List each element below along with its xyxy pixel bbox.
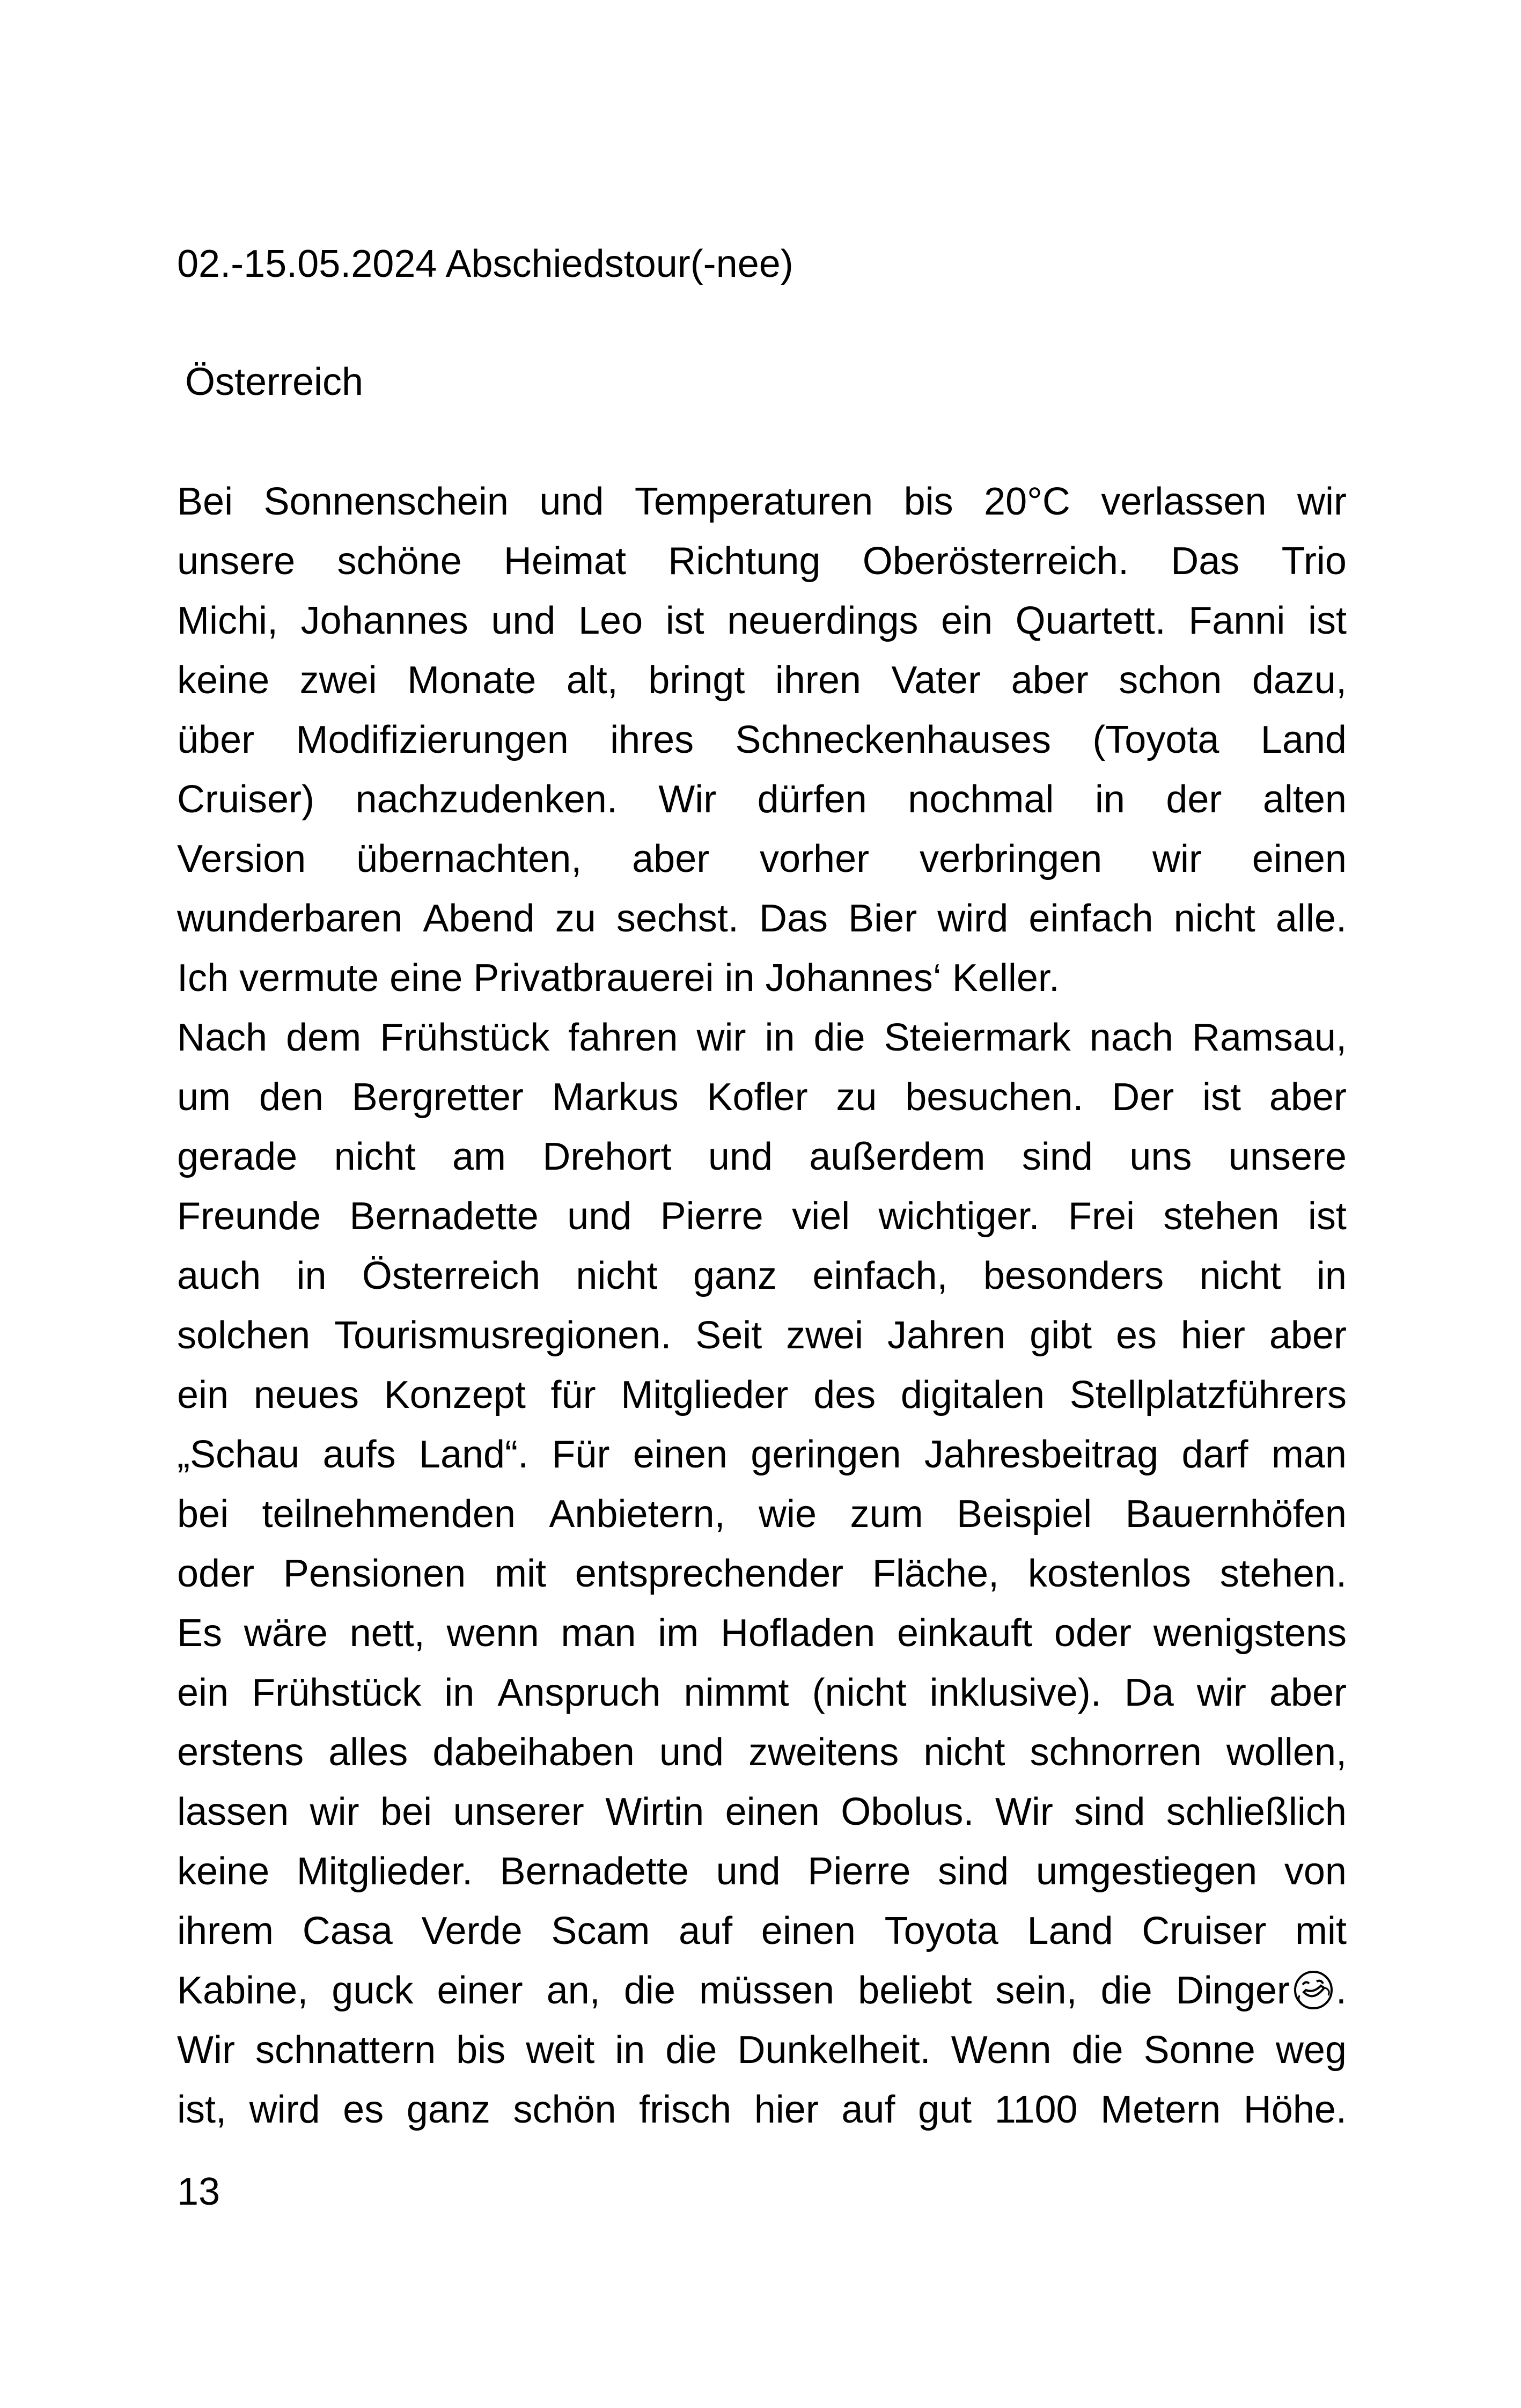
text-line — [177, 1544, 1347, 1604]
word: (nicht — [812, 1671, 907, 1714]
word: wir — [1196, 1671, 1246, 1714]
word: unsere — [177, 540, 296, 583]
word: 20°C — [984, 480, 1070, 523]
word: zweitens — [748, 1731, 899, 1774]
word: ein — [941, 599, 993, 642]
word: und — [659, 1731, 724, 1774]
word: sind — [1022, 1135, 1093, 1178]
word: dazu, — [1252, 659, 1347, 702]
word: darf — [1181, 1433, 1248, 1476]
word: nochmal — [908, 778, 1054, 821]
word: Freunde — [177, 1195, 321, 1238]
word: keine — [177, 659, 270, 702]
word: wir — [696, 1016, 746, 1059]
word: digitalen — [900, 1374, 1045, 1416]
word: bis — [903, 480, 953, 523]
word: 1100 — [994, 2088, 1078, 2131]
word: nach — [1089, 1016, 1173, 1059]
word: zu — [836, 1076, 877, 1119]
text-line — [177, 1008, 1347, 1068]
word: Es — [177, 1612, 223, 1655]
word: es — [1116, 1314, 1157, 1357]
word: gibt — [1030, 1314, 1092, 1357]
word: in — [1316, 1254, 1347, 1297]
word: einfach — [1028, 897, 1153, 940]
word: einen — [761, 1910, 856, 1952]
word: ganz — [693, 1254, 777, 1297]
word: Bernadette — [349, 1195, 539, 1238]
word: Beispiel — [957, 1493, 1092, 1536]
line-text: Ich vermute eine Privatbrauerei in Johannes‘ Keller. — [177, 957, 1060, 1000]
word: Bernadette — [499, 1850, 689, 1893]
word: Version — [177, 838, 306, 880]
text-line — [177, 1782, 1347, 1842]
word: Dinger . — [1175, 1969, 1347, 2012]
word: in — [1094, 778, 1125, 821]
text-line — [177, 2021, 1347, 2080]
word: Bier — [848, 897, 917, 940]
word: oder — [1054, 1612, 1132, 1655]
word: Trio — [1281, 540, 1347, 583]
word: weg — [1275, 2029, 1347, 2072]
word: Pierre — [807, 1850, 911, 1893]
word: gut — [918, 2088, 972, 2131]
word: hier — [1180, 1314, 1245, 1357]
word: frisch — [639, 2088, 732, 2131]
word: ein — [177, 1671, 229, 1714]
word: Seit — [695, 1314, 762, 1357]
word: Das — [759, 897, 828, 940]
word: aber — [632, 838, 710, 880]
word: wollen, — [1226, 1731, 1347, 1774]
word: Jahren — [887, 1314, 1006, 1357]
word: Wir — [658, 778, 717, 821]
word: gerade — [177, 1135, 298, 1178]
word: alles — [328, 1731, 408, 1774]
chapter-heading: 02.-15.05.2024 Abschiedstour(-nee) — [177, 243, 793, 285]
text-line — [177, 1723, 1347, 1782]
word: aber — [1269, 1314, 1347, 1357]
word: Höhe. — [1243, 2088, 1347, 2131]
laughing-face-icon — [1292, 1969, 1335, 2011]
word: nett, — [349, 1612, 425, 1655]
word: Mitglieder. — [296, 1850, 473, 1893]
word: mit — [1295, 1910, 1347, 1952]
word: sind — [1074, 1790, 1145, 1833]
word: auch — [177, 1254, 261, 1297]
word: lassen — [177, 1790, 289, 1833]
word: einen — [725, 1790, 820, 1833]
word: sind — [938, 1850, 1009, 1893]
word: besonders — [983, 1254, 1164, 1297]
word: der — [1166, 778, 1222, 821]
word: Kofler — [707, 1076, 808, 1119]
text-line — [177, 770, 1347, 829]
word: Da — [1124, 1671, 1174, 1714]
word: Land“. — [418, 1433, 529, 1476]
word: Österreich — [362, 1254, 540, 1297]
word: unsere — [1228, 1135, 1347, 1178]
word: schön — [513, 2088, 616, 2131]
word: Richtung — [668, 540, 821, 583]
text-line — [177, 1663, 1347, 1723]
word: wir — [310, 1790, 359, 1833]
word: alle. — [1275, 897, 1347, 940]
text-line — [177, 949, 1347, 1008]
word: in — [296, 1254, 327, 1297]
word: bringt — [648, 659, 745, 702]
word: nicht — [576, 1254, 658, 1297]
word: hier — [754, 2088, 819, 2131]
word: wir — [1297, 480, 1347, 523]
word: Bauernhöfen — [1125, 1493, 1347, 1536]
word: Cruiser — [1142, 1910, 1267, 1952]
word: nicht — [1199, 1254, 1281, 1297]
word: Mitglieder — [621, 1374, 789, 1416]
word: an, — [546, 1969, 600, 2012]
word: müssen — [699, 1969, 835, 2012]
word: um — [177, 1076, 231, 1119]
word: einen — [1252, 838, 1347, 880]
word: nicht — [334, 1135, 416, 1178]
word: weit — [526, 2029, 595, 2072]
word: guck — [332, 1969, 414, 2012]
word: Oberösterreich. — [862, 540, 1129, 583]
word: ganz — [406, 2088, 490, 2131]
word: inklusive). — [929, 1671, 1101, 1714]
word: solchen — [177, 1314, 311, 1357]
word: bis — [456, 2029, 506, 2072]
punctuation: . — [1335, 1969, 1347, 2012]
word: die — [813, 1016, 865, 1059]
word: die — [1071, 2029, 1123, 2072]
word: einfach, — [812, 1254, 948, 1297]
word: ist, — [177, 2088, 227, 2131]
word: vorher — [760, 838, 870, 880]
text-line — [177, 2080, 1347, 2140]
word: Pensionen — [283, 1552, 466, 1595]
word: nachzudenken. — [355, 778, 618, 821]
word: zwei — [786, 1314, 864, 1357]
word: schnattern — [255, 2029, 436, 2072]
word: Frei — [1068, 1195, 1135, 1238]
word: man — [561, 1612, 636, 1655]
word: einen — [633, 1433, 728, 1476]
word: Casa — [302, 1910, 393, 1952]
word: außerdem — [809, 1135, 986, 1178]
word: Land — [1027, 1910, 1113, 1952]
word: Markus — [552, 1076, 679, 1119]
word: einer — [437, 1969, 523, 2012]
word: Land — [1260, 718, 1347, 761]
text-line — [177, 1604, 1347, 1663]
word: Der — [1112, 1076, 1174, 1119]
word: Kabine, — [177, 1969, 308, 2012]
section-subtitle: Österreich — [185, 361, 364, 403]
word: Jahresbeitrag — [924, 1433, 1159, 1476]
word: Anspruch — [497, 1671, 661, 1714]
word: neues — [253, 1374, 359, 1416]
word: Heimat — [503, 540, 626, 583]
word: Konzept — [384, 1374, 526, 1416]
word: übernachten, — [356, 838, 582, 880]
text-line — [177, 1306, 1347, 1365]
word: in — [615, 2029, 645, 2072]
word: sein, — [995, 1969, 1077, 2012]
word: ein — [177, 1374, 229, 1416]
word: schließlich — [1166, 1790, 1347, 1833]
word: neuerdings — [727, 599, 919, 642]
word: über — [177, 718, 255, 761]
word: Johannes — [300, 599, 468, 642]
text-line — [177, 889, 1347, 949]
word: Fläche, — [872, 1552, 1000, 1595]
word: stehen — [1163, 1195, 1280, 1238]
word: Verde — [421, 1910, 523, 1952]
word: Wir — [177, 2029, 235, 2072]
word: Frühstück — [252, 1671, 422, 1714]
word: (Toyota — [1092, 718, 1219, 761]
word: im — [658, 1612, 699, 1655]
word: sechst. — [616, 897, 739, 940]
word: Abend — [423, 897, 535, 940]
word: wird — [249, 2088, 320, 2131]
word: alt, — [566, 659, 618, 702]
text-line — [177, 591, 1347, 651]
word: wäre — [244, 1612, 328, 1655]
word: Sonnenschein — [263, 480, 509, 523]
word: dabeihaben — [432, 1731, 635, 1774]
text-line — [177, 1127, 1347, 1187]
word: Toyota — [884, 1910, 998, 1952]
word: Metern — [1100, 2088, 1221, 2131]
word: Frühstück — [380, 1016, 550, 1059]
text-line — [177, 532, 1347, 591]
word: und — [491, 599, 556, 642]
word: Pierre — [660, 1195, 763, 1238]
body-text — [177, 472, 1347, 2140]
word: Obolus. — [841, 1790, 974, 1833]
word: in — [765, 1016, 795, 1059]
word: es — [343, 2088, 384, 2131]
word: auf — [679, 1910, 733, 1952]
word: Monate — [407, 659, 537, 702]
word: besuchen. — [905, 1076, 1084, 1119]
word: umgestiegen — [1035, 1850, 1258, 1893]
word: unserer — [453, 1790, 584, 1833]
word: Nach — [177, 1016, 268, 1059]
word: ist — [665, 599, 704, 642]
word: wichtiger. — [878, 1195, 1040, 1238]
word: die — [623, 1969, 675, 2012]
word: Leo — [578, 599, 643, 642]
text-line — [177, 1485, 1347, 1544]
word: die — [665, 2029, 717, 2072]
word: am — [452, 1135, 506, 1178]
word: aber — [1011, 659, 1089, 702]
text-line — [177, 1842, 1347, 1902]
text-line — [177, 829, 1347, 889]
word: Für — [552, 1433, 610, 1476]
word: schnorren — [1030, 1731, 1202, 1774]
page-number: 13 — [177, 2170, 221, 2213]
word: bei — [380, 1790, 432, 1833]
word: kostenlos — [1027, 1552, 1191, 1595]
word: Wir — [995, 1790, 1053, 1833]
word: wir — [1152, 838, 1202, 880]
text-line — [177, 1961, 1347, 2021]
word: ihrem — [177, 1910, 274, 1952]
word: „Schau — [177, 1433, 300, 1476]
text-line — [177, 1246, 1347, 1306]
word: Schneckenhauses — [735, 718, 1051, 761]
word: verlassen — [1101, 480, 1267, 523]
word: beliebt — [858, 1969, 972, 2012]
word: wunderbaren — [177, 897, 403, 940]
word: Sonne — [1143, 2029, 1255, 2072]
word: dem — [286, 1016, 362, 1059]
word: für — [550, 1374, 596, 1416]
word: mit — [494, 1552, 546, 1595]
word: erstens — [177, 1731, 304, 1774]
word: Stellplatzführers — [1069, 1374, 1347, 1416]
word: nimmt — [684, 1671, 789, 1714]
word: keine — [177, 1850, 270, 1893]
word: nicht — [923, 1731, 1005, 1774]
text-line — [177, 1902, 1347, 1961]
word: Michi, — [177, 599, 278, 642]
word: Das — [1171, 540, 1240, 583]
text-line — [177, 472, 1347, 532]
word: fahren — [568, 1016, 678, 1059]
word: Scam — [551, 1910, 650, 1952]
text-line — [177, 1425, 1347, 1485]
word: Bei — [177, 480, 233, 523]
word: Cruiser) — [177, 778, 315, 821]
word: Ramsau, — [1192, 1016, 1347, 1059]
word: geringen — [751, 1433, 901, 1476]
word: wenn — [446, 1612, 539, 1655]
word: zu — [555, 897, 596, 940]
word: den — [259, 1076, 324, 1119]
word: Wenn — [951, 2029, 1052, 2072]
word: Quartett. — [1015, 599, 1166, 642]
word: zum — [850, 1493, 923, 1536]
word: und — [567, 1195, 632, 1238]
word: Bergretter — [351, 1076, 524, 1119]
word: Fanni — [1188, 599, 1285, 642]
word: stehen. — [1219, 1552, 1347, 1595]
word: aber — [1269, 1671, 1347, 1714]
word: Dunkelheit. — [737, 2029, 931, 2072]
word: und — [708, 1135, 773, 1178]
word: Anbietern, — [549, 1493, 725, 1536]
word: Modifizierungen — [296, 718, 569, 761]
word: bei — [177, 1493, 229, 1536]
word: einkauft — [897, 1612, 1033, 1655]
word: von — [1284, 1850, 1347, 1893]
word: aufs — [322, 1433, 396, 1476]
word: und — [539, 480, 604, 523]
word: auf — [841, 2088, 895, 2131]
word: wenigstens — [1153, 1612, 1347, 1655]
word: nicht — [1173, 897, 1255, 940]
word: dürfen — [757, 778, 867, 821]
word: ihren — [775, 659, 861, 702]
word: uns — [1129, 1135, 1192, 1178]
word: Steiermark — [884, 1016, 1071, 1059]
word: Drehort — [542, 1135, 672, 1178]
word: Vater — [891, 659, 981, 702]
word: und — [716, 1850, 781, 1893]
word: viel — [792, 1195, 850, 1238]
word: schon — [1119, 659, 1222, 702]
word: des — [813, 1374, 876, 1416]
text-line — [177, 1365, 1347, 1425]
word: zwei — [299, 659, 377, 702]
word: aber — [1269, 1076, 1347, 1119]
word: schöne — [337, 540, 462, 583]
word: Temperaturen — [634, 480, 873, 523]
word: die — [1100, 1969, 1152, 2012]
word: ist — [1307, 1195, 1347, 1238]
word: Tourismusregionen. — [334, 1314, 672, 1357]
word: ist — [1202, 1076, 1241, 1119]
word: Hofladen — [720, 1612, 876, 1655]
text-line — [177, 651, 1347, 710]
word: alten — [1262, 778, 1347, 821]
word: in — [444, 1671, 475, 1714]
word: man — [1271, 1433, 1347, 1476]
word: wird — [937, 897, 1009, 940]
word: Wirtin — [605, 1790, 704, 1833]
text-line — [177, 1068, 1347, 1127]
word: teilnehmenden — [262, 1493, 516, 1536]
text-line — [177, 710, 1347, 770]
word: ist — [1307, 599, 1347, 642]
word: ihres — [610, 718, 694, 761]
text-line — [177, 1187, 1347, 1246]
word: wie — [759, 1493, 817, 1536]
word: verbringen — [919, 838, 1103, 880]
word: entsprechender — [575, 1552, 844, 1595]
word: oder — [177, 1552, 255, 1595]
